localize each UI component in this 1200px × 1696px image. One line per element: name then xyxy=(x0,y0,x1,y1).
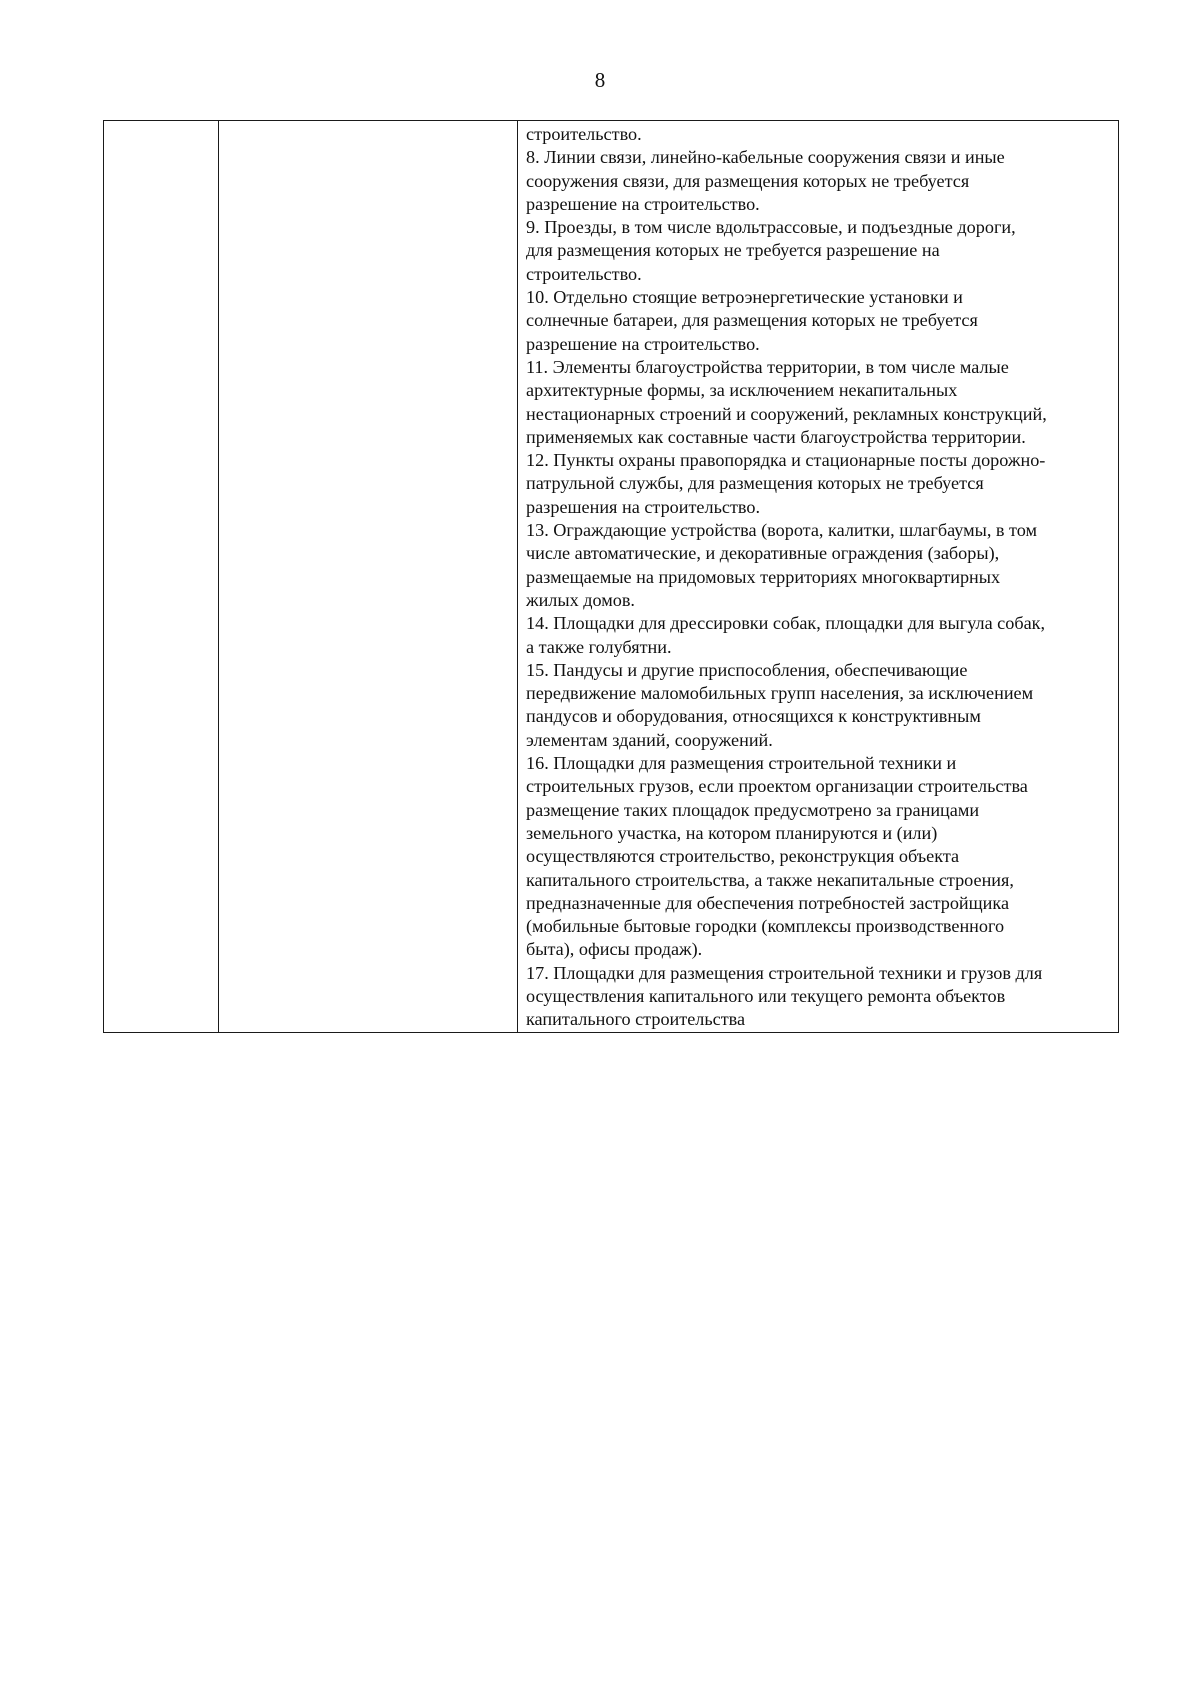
text-line: жилых домов. xyxy=(526,589,635,610)
text-line: 17. Площадки для размещения строительной техники и грузов для xyxy=(526,962,1043,983)
table-row xyxy=(104,121,1119,1033)
text-line: разрешения на строительство. xyxy=(526,496,761,517)
text-line: капитального строительства, а также некапитальные строения, xyxy=(526,869,1014,890)
text-line: 13. Ограждающие устройства (ворота, калитки, шлагбаумы, в том xyxy=(526,520,1038,541)
text-line: (мобильные бытовые городки (комплексы производственного xyxy=(526,916,1005,937)
text-line: архитектурные формы, за исключением некапитальных xyxy=(526,380,958,401)
text-line: строительство. xyxy=(526,263,642,284)
text-line: применяемых как составные части благоустройства территории. xyxy=(526,426,1026,447)
text-line: 8. Линии связи, линейно-кабельные сооружения связи и иные xyxy=(526,147,1005,168)
table-cell-column-1 xyxy=(104,121,219,1033)
text-line: быта), офисы продаж). xyxy=(526,939,703,960)
text-line: осуществляются строительство, реконструкция объекта xyxy=(526,846,960,867)
text-line: а также голубятни. xyxy=(526,636,672,657)
text-line: разрешение на строительство. xyxy=(526,333,760,354)
text-line: 15. Пандусы и другие приспособления, обеспечивающие xyxy=(526,659,968,680)
text-line: передвижение маломобильных групп населения, за исключением xyxy=(526,683,1034,704)
text-line: 12. Пункты охраны правопорядка и стационарные посты дорожно- xyxy=(526,450,1046,471)
text-line: сооружения связи, для размещения которых не требуется xyxy=(526,170,970,191)
text-line: нестационарных строений и сооружений, рекламных конструкций, xyxy=(526,403,1047,424)
text-line: 14. Площадки для дрессировки собак, площадки для выгула собак, xyxy=(526,613,1046,634)
text-line: предназначенные для обеспечения потребностей застройщика xyxy=(526,892,1010,913)
permitted-uses-text xyxy=(518,121,1118,1032)
text-line: патрульной службы, для размещения которых не требуется xyxy=(526,473,984,494)
text-line: 10. Отдельно стоящие ветроэнергетические установки и xyxy=(526,287,963,308)
permitted-uses-table xyxy=(103,120,1119,1033)
text-line: капитального строительства xyxy=(526,1009,746,1030)
text-line: 11. Элементы благоустройства территории, в том числе малые xyxy=(526,356,1009,377)
table-cell-column-3 xyxy=(518,121,1119,1033)
text-line: осуществления капитального или текущего ремонта объектов xyxy=(526,985,1006,1006)
text-line: солнечные батареи, для размещения которых не требуется xyxy=(526,310,978,331)
text-line: строительных грузов, если проектом организации строительства xyxy=(526,776,1028,797)
text-line: числе автоматические, и декоративные ограждения (заборы), xyxy=(526,543,1000,564)
text-line: пандусов и оборудования, относящихся к конструктивным xyxy=(526,706,981,727)
page-number: 8 xyxy=(594,68,606,92)
text-line: для размещения которых не требуется разрешение на xyxy=(526,240,940,261)
text-line: земельного участка, на котором планируются и (или) xyxy=(526,822,938,843)
text-line: элементам зданий, сооружений. xyxy=(526,729,773,750)
table-cell-column-2 xyxy=(219,121,518,1033)
text-line: разрешение на строительство. xyxy=(526,193,760,214)
text-line: размещаемые на придомовых территориях многоквартирных xyxy=(526,566,1001,587)
text-line: строительство. xyxy=(526,124,642,144)
text-line: 9. Проезды, в том числе вдольтрассовые, и подъездные дороги, xyxy=(526,217,1016,238)
text-line: размещение таких площадок предусмотрено за границами xyxy=(526,799,980,820)
text-line: 16. Площадки для размещения строительной техники и xyxy=(526,753,957,774)
